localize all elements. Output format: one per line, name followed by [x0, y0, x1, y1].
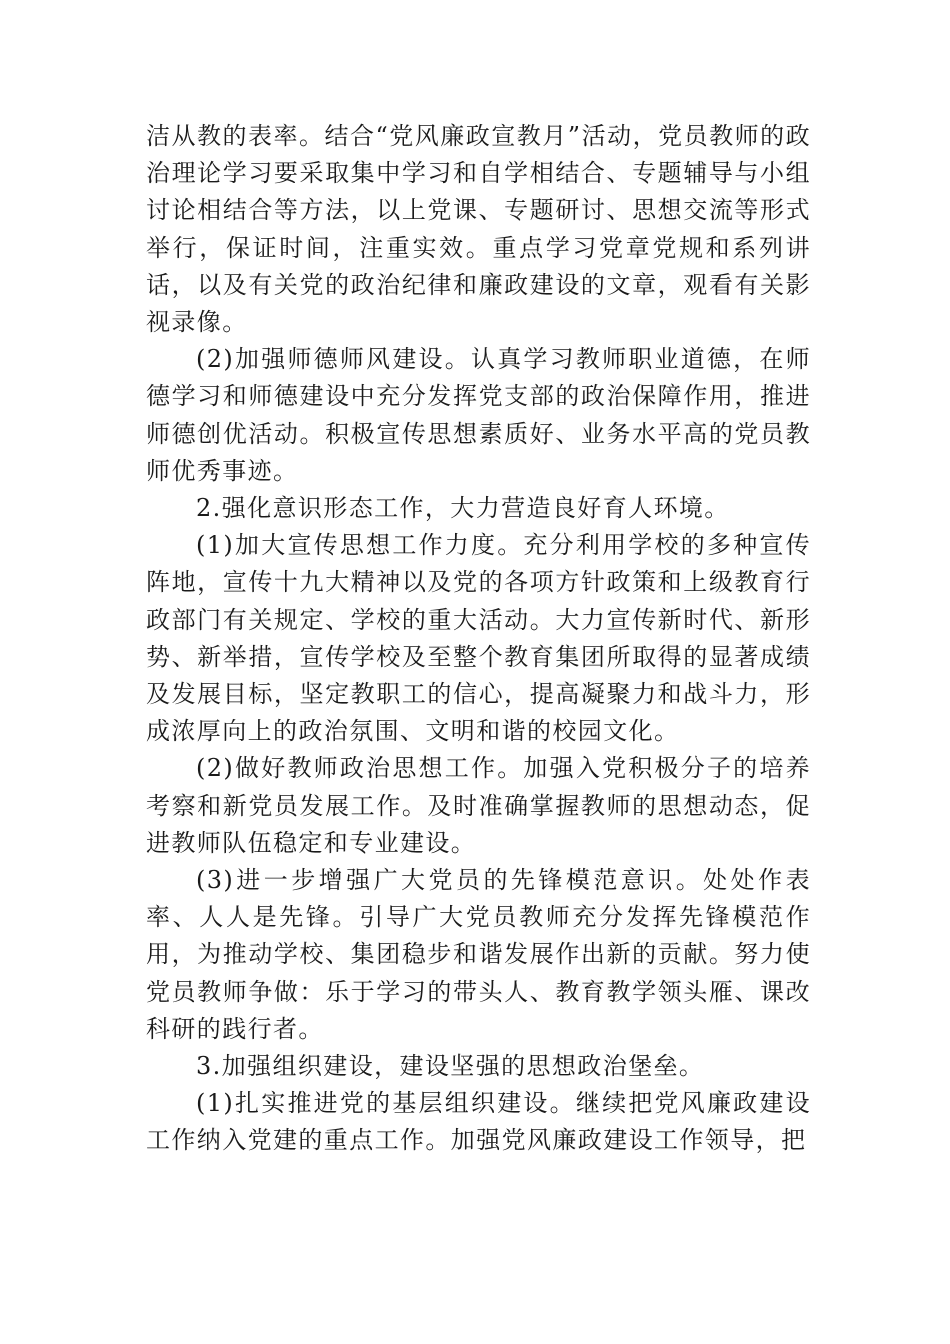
paragraph-8: (1)扎实推进党的基层组织建设。继续把党风廉政建设工作纳入党建的重点工作。加强党风廉政建设工作领导，把 — [146, 1089, 811, 1155]
paragraph-3-heading: 2.强化意识形态工作，大力营造良好育人环境。 — [196, 494, 730, 523]
paragraph-1: 洁从教的表率。结合“党风廉政宣教月”活动，党员教师的政治理论学习要采取集中学习和自学相结合、专题辅导与小组讨论相结合等方法，以上党课、专题研讨、思想交流等形式举行，保证时间，注重实效。重点学习党章党规和系列讲话，以及有关党的政治纪律和廉政建设的文章，观看有关影视录像。 — [146, 122, 811, 337]
paragraph-7-heading: 3.加强组织建设，建设坚强的思想政治堡垒。 — [196, 1052, 705, 1081]
paragraph-5: (2)做好教师政治思想工作。加强入党积极分子的培养考察和新党员发展工作。及时准确掌握教师的思想动态，促进教师队伍稳定和专业建设。 — [146, 754, 811, 857]
paragraph-6: (3)进一步增强广大党员的先锋模范意识。处处作表率、人人是先锋。引导广大党员教师充分发挥先锋模范作用，为推动学校、集团稳步和谐发展作出新的贡献。努力使党员教师争做：乐于学习的带头人、教育教学领头雁、课改科研的践行者。 — [146, 866, 811, 1043]
document-page — [146, 118, 811, 1160]
paragraph-2: (2)加强师德师风建设。认真学习教师职业道德，在师德学习和师德建设中充分发挥党支部的政治保障作用，推进师德创优活动。积极宣传思想素质好、业务水平高的党员教师优秀事迹。 — [146, 345, 811, 485]
paragraph-4: (1)加大宣传思想工作力度。充分利用学校的多种宣传阵地，宣传十九大精神以及党的各项方针政策和上级教育行政部门有关规定、学校的重大活动。大力宣传新时代、新形势、新举措，宣传学校及至整个教育集团所取得的显著成绩及发展目标，坚定教职工的信心，提高凝聚力和战斗力，形成浓厚向上的政治氛围、文明和谐的校园文化。 — [146, 531, 811, 746]
